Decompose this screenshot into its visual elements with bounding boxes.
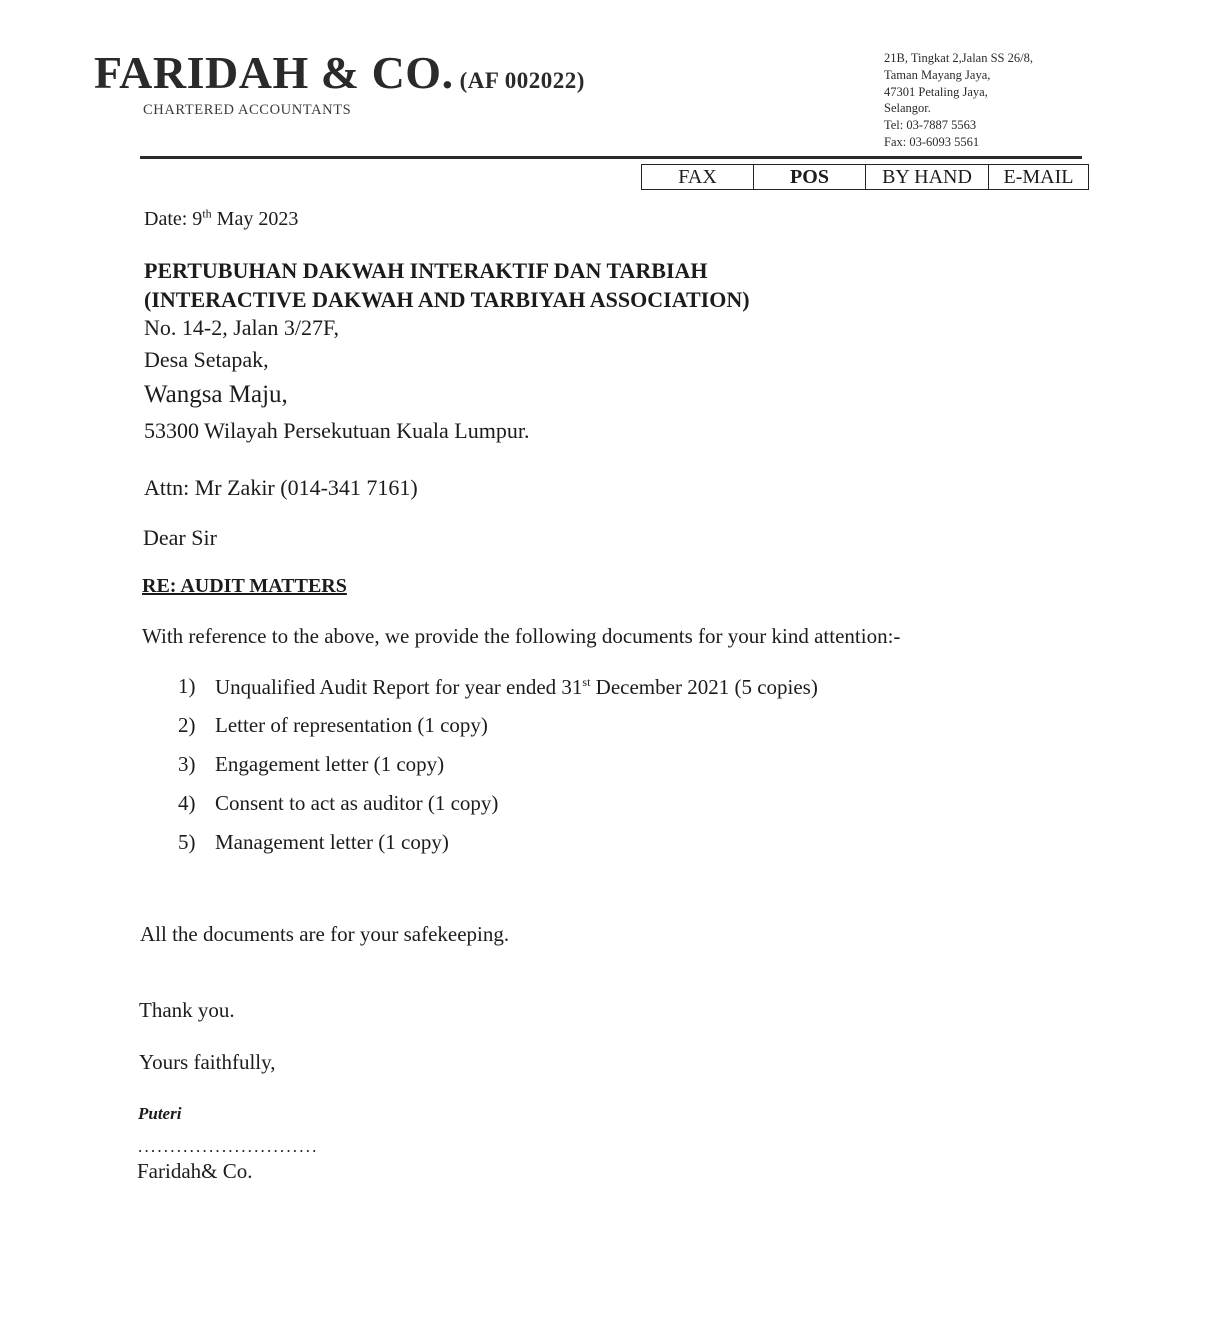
- firm-name-text: FARIDAH & CO.: [94, 47, 454, 98]
- date-superscript: th: [202, 206, 212, 221]
- firm-address-block: [884, 50, 1033, 151]
- signatory-firm: Faridah& Co.: [137, 1159, 253, 1183]
- recipient-address-line: No. 14-2, Jalan 3/27F,: [144, 315, 340, 340]
- date-prefix: Date: 9: [144, 208, 203, 230]
- signature-line: ............................: [138, 1137, 319, 1156]
- date-suffix: May 2023: [211, 208, 299, 230]
- list-item-number: 3): [178, 752, 196, 776]
- firm-registration: (AF 002022): [459, 68, 585, 93]
- list-item: Engagement letter (1 copy): [215, 752, 445, 776]
- delivery-method-table: [641, 164, 1089, 190]
- intro-paragraph: With reference to the above, we provide the following documents for your kind attention:-: [142, 624, 901, 648]
- salutation: Dear Sir: [143, 525, 217, 550]
- recipient-address-line: Desa Setapak,: [144, 347, 269, 372]
- subject-line: RE: AUDIT MATTERS: [142, 575, 347, 597]
- attention-line: Attn: Mr Zakir (014-341 7161): [144, 475, 418, 500]
- firm-address-line: Taman Mayang Jaya,: [884, 67, 991, 82]
- recipient-name: PERTUBUHAN DAKWAH INTERAKTIF DAN TARBIAH: [144, 258, 708, 283]
- list-item: [215, 675, 818, 700]
- delivery-pos: POS: [754, 165, 866, 189]
- list-item: Management letter (1 copy): [215, 830, 449, 854]
- handwritten-signature: Puteri: [138, 1104, 182, 1123]
- firm-subtitle: CHARTERED ACCOUNTANTS: [143, 102, 352, 118]
- delivery-email: E-MAIL: [1003, 165, 1074, 188]
- list-item-superscript: st: [582, 675, 591, 689]
- firm-fax: Fax: 03-6093 5561: [884, 134, 980, 149]
- list-item-number: 2): [178, 713, 196, 737]
- closing-paragraph: All the documents are for your safekeeping.: [140, 922, 510, 946]
- delivery-by-hand: BY HAND: [866, 165, 989, 189]
- list-item: Consent to act as auditor (1 copy): [215, 791, 499, 815]
- list-item-text-suffix: December 2021 (5 copies): [590, 675, 818, 699]
- recipient-address-line: Wangsa Maju,: [144, 381, 288, 408]
- recipient-address-line: 53300 Wilayah Persekutuan Kuala Lumpur.: [144, 418, 530, 443]
- firm-address-line: 47301 Petaling Jaya,: [884, 84, 988, 99]
- recipient-name-english: (INTERACTIVE DAKWAH AND TARBIYAH ASSOCIATION): [144, 287, 750, 312]
- delivery-fax: FAX: [642, 165, 754, 189]
- firm-phone: Tel: 03-7887 5563: [884, 118, 977, 133]
- firm-name: [94, 46, 585, 99]
- list-item-number: 4): [178, 791, 196, 815]
- list-item-number: 5): [178, 830, 196, 854]
- letter-date: [144, 208, 298, 231]
- list-item-number: 1): [178, 674, 196, 698]
- firm-address-line: Selangor.: [884, 101, 931, 116]
- firm-address-line: 21B, Tingkat 2,Jalan SS 26/8,: [884, 51, 1033, 65]
- thank-you-line: Thank you.: [139, 998, 235, 1022]
- header-divider: [140, 156, 1082, 159]
- valediction: Yours faithfully,: [139, 1050, 276, 1074]
- list-item-text: Unqualified Audit Report for year ended 31: [215, 675, 583, 699]
- list-item: Letter of representation (1 copy): [215, 713, 488, 737]
